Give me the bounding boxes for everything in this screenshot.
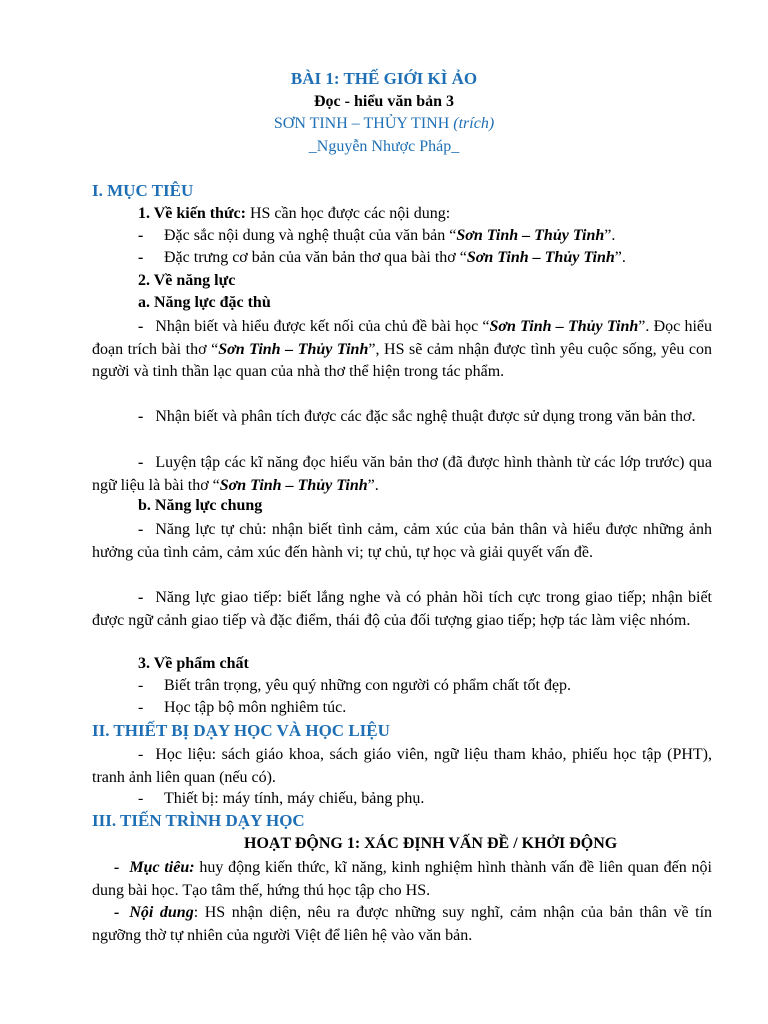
k2-work: Sơn Tinh – Thủy Tinh xyxy=(466,249,615,266)
activity-1-heading: HOẠT ĐỘNG 1: XÁC ĐỊNH VẤN ĐỀ / KHỞI ĐỘNG xyxy=(244,835,618,852)
lesson-title: BÀI 1: THẾ GIỚI KÌ ẢO xyxy=(290,69,478,88)
m2-text: Thiết bị: máy tính, máy chiếu, bảng phụ. xyxy=(164,790,425,807)
goal-label: Mục tiêu: xyxy=(129,859,195,876)
section-materials-heading: II. THIẾT BỊ DẠY HỌC VÀ HỌC LIỆU xyxy=(92,721,390,740)
general-ability-item-2: - Năng lực giao tiếp: biết lắng nghe và có phản hồi tích cực trong giao tiếp; nhận biết được ngữ cảnh giao tiếp và đặc điểm, thái độ của đối tượng giao tiếp; hợp tác làm việc nhóm. xyxy=(92,589,712,629)
p3-work: Sơn Tinh – Thủy Tinh xyxy=(219,476,368,494)
p1-mid: ”. Đọc hiểu đoạn trích bài thơ “ xyxy=(92,318,713,358)
activity-goal: - Mục tiêu: huy động kiến thức, kĩ năng, kinh nghiệm hình thành vấn đề liên quan đến nội dung bài học. Tạo tâm thế, hứng thú học tập cho HS. xyxy=(92,859,712,899)
p1-work-2: Sơn Tinh – Thủy Tinh xyxy=(218,340,369,358)
content-label: Nội dung xyxy=(129,904,194,921)
quality-heading: 3. Về phẩm chất xyxy=(138,655,249,672)
p1-text: Nhận biết và hiểu được kết nối của chủ đề bài học “ xyxy=(155,318,490,335)
knowledge-label: 1. Về kiến thức: xyxy=(138,205,246,222)
k2-end: ”. xyxy=(614,249,626,266)
knowledge-line xyxy=(138,205,450,223)
p1-work: Sơn Tinh – Thủy Tinh xyxy=(489,318,639,335)
p3-text: Luyện tập các kĩ năng đọc hiểu văn bản thơ (đã được hình thành từ các lớp trước) qua ngữ liệu là bài thơ “ xyxy=(92,454,712,494)
k2-text: Đặc trưng cơ bản của văn bản thơ qua bài thơ “ xyxy=(164,249,467,266)
content-text: : HS nhận diện, nêu ra được những suy nghĩ, cảm nhận của bản thân về tín ngưỡng thờ tự nhiên của người Việt để liên hệ vào văn bản. xyxy=(92,904,713,944)
k1-text: Đặc sắc nội dung và nghệ thuật của văn bản “ xyxy=(164,227,457,244)
k1-end: ”. xyxy=(604,227,616,244)
specific-ability-heading: a. Năng lực đặc thù xyxy=(138,294,271,311)
specific-ability-item-3: - Luyện tập các kĩ năng đọc hiểu văn bản thơ (đã được hình thành từ các lớp trước) qua ngữ liệu là bài thơ “Sơn Tinh – Thủy Tinh”. xyxy=(92,454,712,494)
work-name: SƠN TINH – THỦY TINH xyxy=(273,115,450,132)
section-objectives-heading: I. MỤC TIÊU xyxy=(92,181,194,200)
m1-text: Học liệu: sách giáo khoa, sách giáo viên, ngữ liệu tham khảo, phiếu học tập (PHT), tranh ảnh liên quan (nếu có). xyxy=(92,746,712,786)
knowledge-text: HS cần học được các nội dung: xyxy=(245,205,451,222)
ability-heading: 2. Về năng lực xyxy=(138,272,236,289)
general-ability-item-1: - Năng lực tự chủ: nhận biết tình cảm, cảm xúc của bản thân và hiểu được những ảnh hưởng của tình cảm, cảm xúc đến hành vi; tự chủ, tự học và giải quyết vấn đề. xyxy=(92,521,712,561)
materials-item-1: - Học liệu: sách giáo khoa, sách giáo viên, ngữ liệu tham khảo, phiếu học tập (PHT), tranh ảnh liên quan (nếu có). xyxy=(92,746,712,786)
q1-text: Biết trân trọng, yêu quý những con người có phẩm chất tốt đẹp. xyxy=(164,677,572,694)
q2-text: Học tập bộ môn nghiêm túc. xyxy=(164,699,347,716)
document-page: BÀI 1: THẾ GIỚI KÌ ẢO Đọc - hiểu văn bản 3 SƠN TINH – THỦY TINH (trích) _Nguyễn Nhược Pháp_ I. MỤC TIÊU 1. Về kiến thức: HS cần học được các nội dung: - Đặc sắc nội dung và nghệ thuật của văn bản “Sơn Tinh – Thủy Tinh”. - Đặc trưng cơ bản của văn bản thơ qua bài thơ “Sơn Tinh – Thủy Tinh”. 2. Về năng lực a. Năng lực đặc thù - Nhận biết và hiểu được kết nối của chủ đề bài học “Sơn Tinh – Thủy Tinh”. Đọc hiểu đoạn trích bài thơ “Sơn Tinh – Thủy Tinh”, HS sẽ cảm nhận được tình yêu cuộc sống, yêu con người và tinh thần lạc quan của nhà thơ thể hiện trong tác phẩm. - Nhận biết và phân tích được các đặc sắc nghệ thuật được sử dụng trong văn bản thơ. - Luyện tập các kĩ năng đọc hiểu văn bản thơ (đã được hình thành từ các lớp trước) qua ngữ liệu là bài thơ “Sơn Tinh – Thủy Tinh”. b. Năng lực chung - Năng lực tự chủ: nhận biết tình cảm, cảm xúc của bản thân và hiểu được những ảnh hưởng của tình cảm, cảm xúc đến hành vi; tự chủ, tự học và giải quyết vấn đề. - Năng lực giao tiếp: biết lắng nghe và có phản hồi tích cực trong giao tiếp; nhận biết được ngữ cảnh giao tiếp và đặc điểm, thái độ của đối tượng giao tiếp; hợp tác làm việc nhóm. 3. Về phẩm chất - Biết trân trọng, yêu quý những con người có phẩm chất tốt đẹp. - Học tập bộ môn nghiêm túc. II. THIẾT BỊ DẠY HỌC VÀ HỌC LIỆU - Học liệu: sách giáo khoa, sách giáo viên, ngữ liệu tham khảo, phiếu học tập (PHT), tranh ảnh liên quan (nếu có). - Thiết bị: máy tính, máy chiếu, bảng phụ. III. TIẾN TRÌNH DẠY HỌC HOẠT ĐỘNG 1: XÁC ĐỊNH VẤN ĐỀ / KHỞI ĐỘNG - Mục tiêu: huy động kiến thức, kĩ năng, kinh nghiệm hình thành vấn đề liên quan đến nội dung bài học. Tạo tâm thế, hứng thú học tập cho HS. - Nội dung: HS nhận diện, nêu ra được những suy nghĩ, cảm nhận của bản thân về tín ngưỡng thờ tự nhiên của người Việt để liên hệ vào văn bản. xyxy=(0,0,768,1024)
k1-work: Sơn Tinh – Thủy Tinh xyxy=(456,227,605,244)
section-process-heading: III. TIẾN TRÌNH DẠY HỌC xyxy=(92,811,305,830)
goal-text: huy động kiến thức, kĩ năng, kinh nghiệm hình thành vấn đề liên quan đến nội dung bài học. Tạo tâm thế, hứng thú học tập cho HS. xyxy=(92,859,712,899)
g1-text: Năng lực tự chủ: nhận biết tình cảm, cảm xúc của bản thân và hiểu được những ảnh hưởng của tình cảm, cảm xúc đến hành vi; tự chủ, tự học và giải quyết vấn đề. xyxy=(92,521,712,561)
g2-text: Năng lực giao tiếp: biết lắng nghe và có phản hồi tích cực trong giao tiếp; nhận biết được ngữ cảnh giao tiếp và đặc điểm, thái độ của đối tượng giao tiếp; hợp tác làm việc nhóm. xyxy=(92,589,712,629)
specific-ability-item-1: - Nhận biết và hiểu được kết nối của chủ đề bài học “Sơn Tinh – Thủy Tinh”. Đọc hiểu đoạn trích bài thơ “Sơn Tinh – Thủy Tinh”, HS sẽ cảm nhận được tình yêu cuộc sống, yêu con người và tinh thần lạc quan của nhà thơ thể hiện trong tác phẩm. xyxy=(92,318,713,380)
activity-content: - Nội dung: HS nhận diện, nêu ra được những suy nghĩ, cảm nhận của bản thân về tín ngưỡng thờ tự nhiên của người Việt để liên hệ vào văn bản. xyxy=(92,904,713,944)
reading-subtitle: Đọc - hiểu văn bản 3 xyxy=(313,93,455,110)
p1-end: ”, HS sẽ cảm nhận được tình yêu cuộc sống, yêu con người và tinh thần lạc quan của nhà thơ thể hiện trong tác phẩm. xyxy=(92,340,712,380)
excerpt-note: (trích) xyxy=(453,115,495,132)
p3-end: ”. xyxy=(367,476,379,494)
general-ability-heading: b. Năng lực chung xyxy=(138,497,263,514)
p2-text: Nhận biết và phân tích được các đặc sắc nghệ thuật được sử dụng trong văn bản thơ. xyxy=(155,408,696,425)
specific-ability-item-2: - Nhận biết và phân tích được các đặc sắc nghệ thuật được sử dụng trong văn bản thơ. xyxy=(138,408,696,425)
author-line: _Nguyễn Nhược Pháp_ xyxy=(308,138,460,155)
work-title xyxy=(0,115,768,133)
